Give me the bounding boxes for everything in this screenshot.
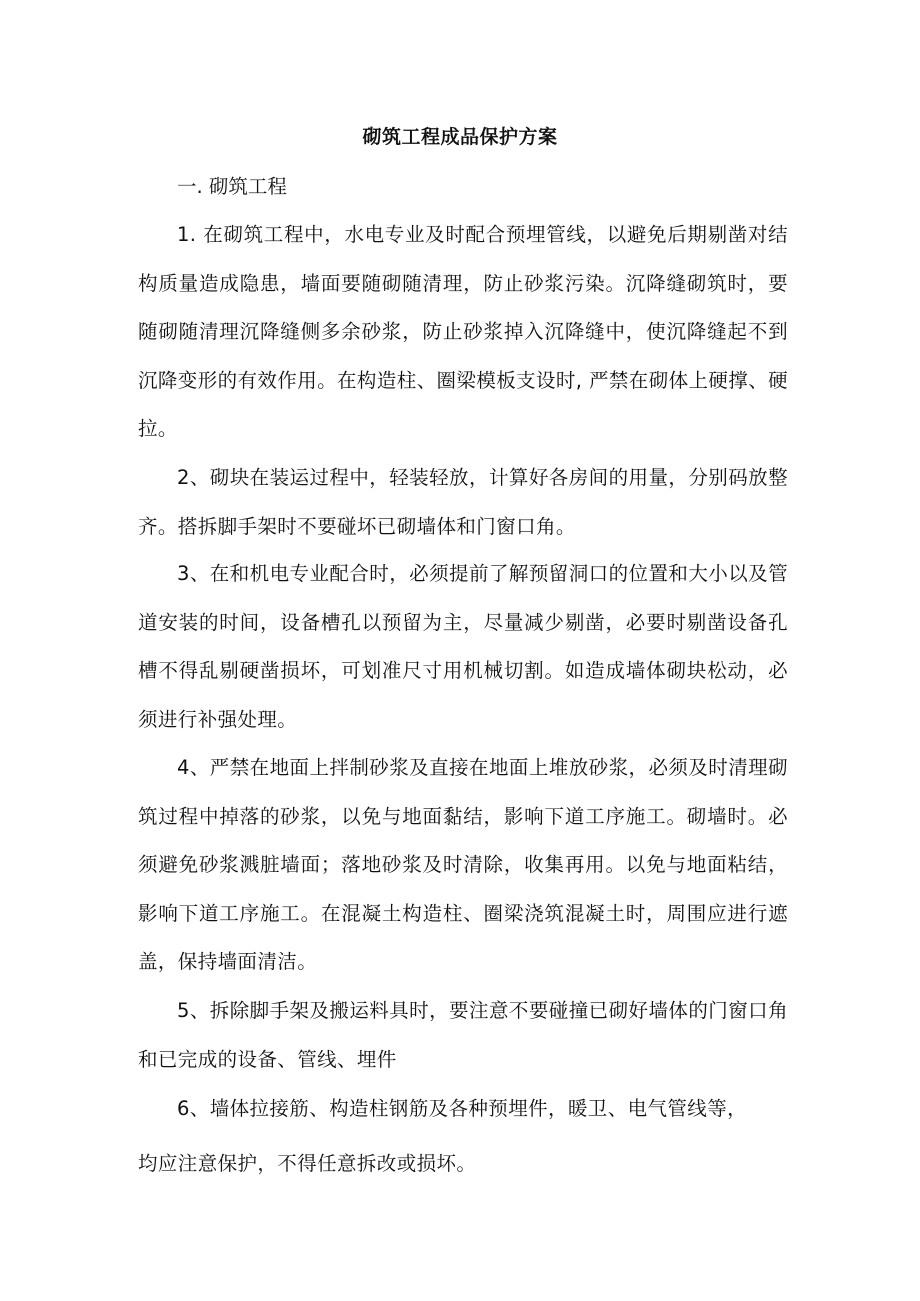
paragraph-6-line-2: 均应注意保护，不得任意拆改或损坏。 — [138, 1152, 477, 1175]
section-heading: 一. 砌筑工程 — [177, 175, 287, 198]
paragraph-1: 1. 在砌筑工程中，水电专业及时配合预埋管线，以避免后期剔凿对结构质量造成隐患，墙面要随砌随清理，防止砂浆污染。沉降缝砌筑时，要随砌随清理沉降缝侧多余砂浆，防止砂浆掉入沉降缝中，使沉降缝起不到沉降变形的有效作用。在构造柱、圈梁模板支设时, 严禁在砌体上硬撑、硬拉。 — [138, 223, 788, 440]
document-title: 砌筑工程成品保护方案 — [362, 126, 558, 148]
paragraph-5: 5、拆除脚手架及搬运料具时，要注意不要碰撞已砌好墙体的门窗口角和已完成的设备、管线、埋件 — [138, 999, 788, 1071]
paragraph-2: 2、砌块在装运过程中，轻装轻放，计算好各房间的用量，分别码放整齐。搭拆脚手架时不要碰坏已砌墙体和门窗口角。 — [138, 466, 788, 538]
paragraph-4: 4、严禁在地面上拌制砂浆及直接在地面上堆放砂浆，必须及时清理砌筑过程中掉落的砂浆，以免与地面黏结，影响下道工序施工。砌墙时。必须避免砂浆溅脏墙面；落地砂浆及时清除，收集再用。以免与地面粘结，影响下道工序施工。在混凝土构造柱、圈梁浇筑混凝土时，周围应进行遮盖，保持墙面清洁。 — [138, 756, 788, 973]
paragraph-3: 3、在和机电专业配合时，必须提前了解预留洞口的位置和大小以及管道安装的时间，设备槽孔以预留为主，尽量减少剔凿，必要时剔凿设备孔槽不得乱剔硬凿损坏，可划准尺寸用机械切割。如造成墙体砌块松动，必须进行补强处理。 — [138, 562, 788, 731]
paragraph-6-line-1: 6、墙体拉接筋、构造柱钢筋及各种预埋件，暖卫、电气管线等， — [177, 1097, 748, 1120]
